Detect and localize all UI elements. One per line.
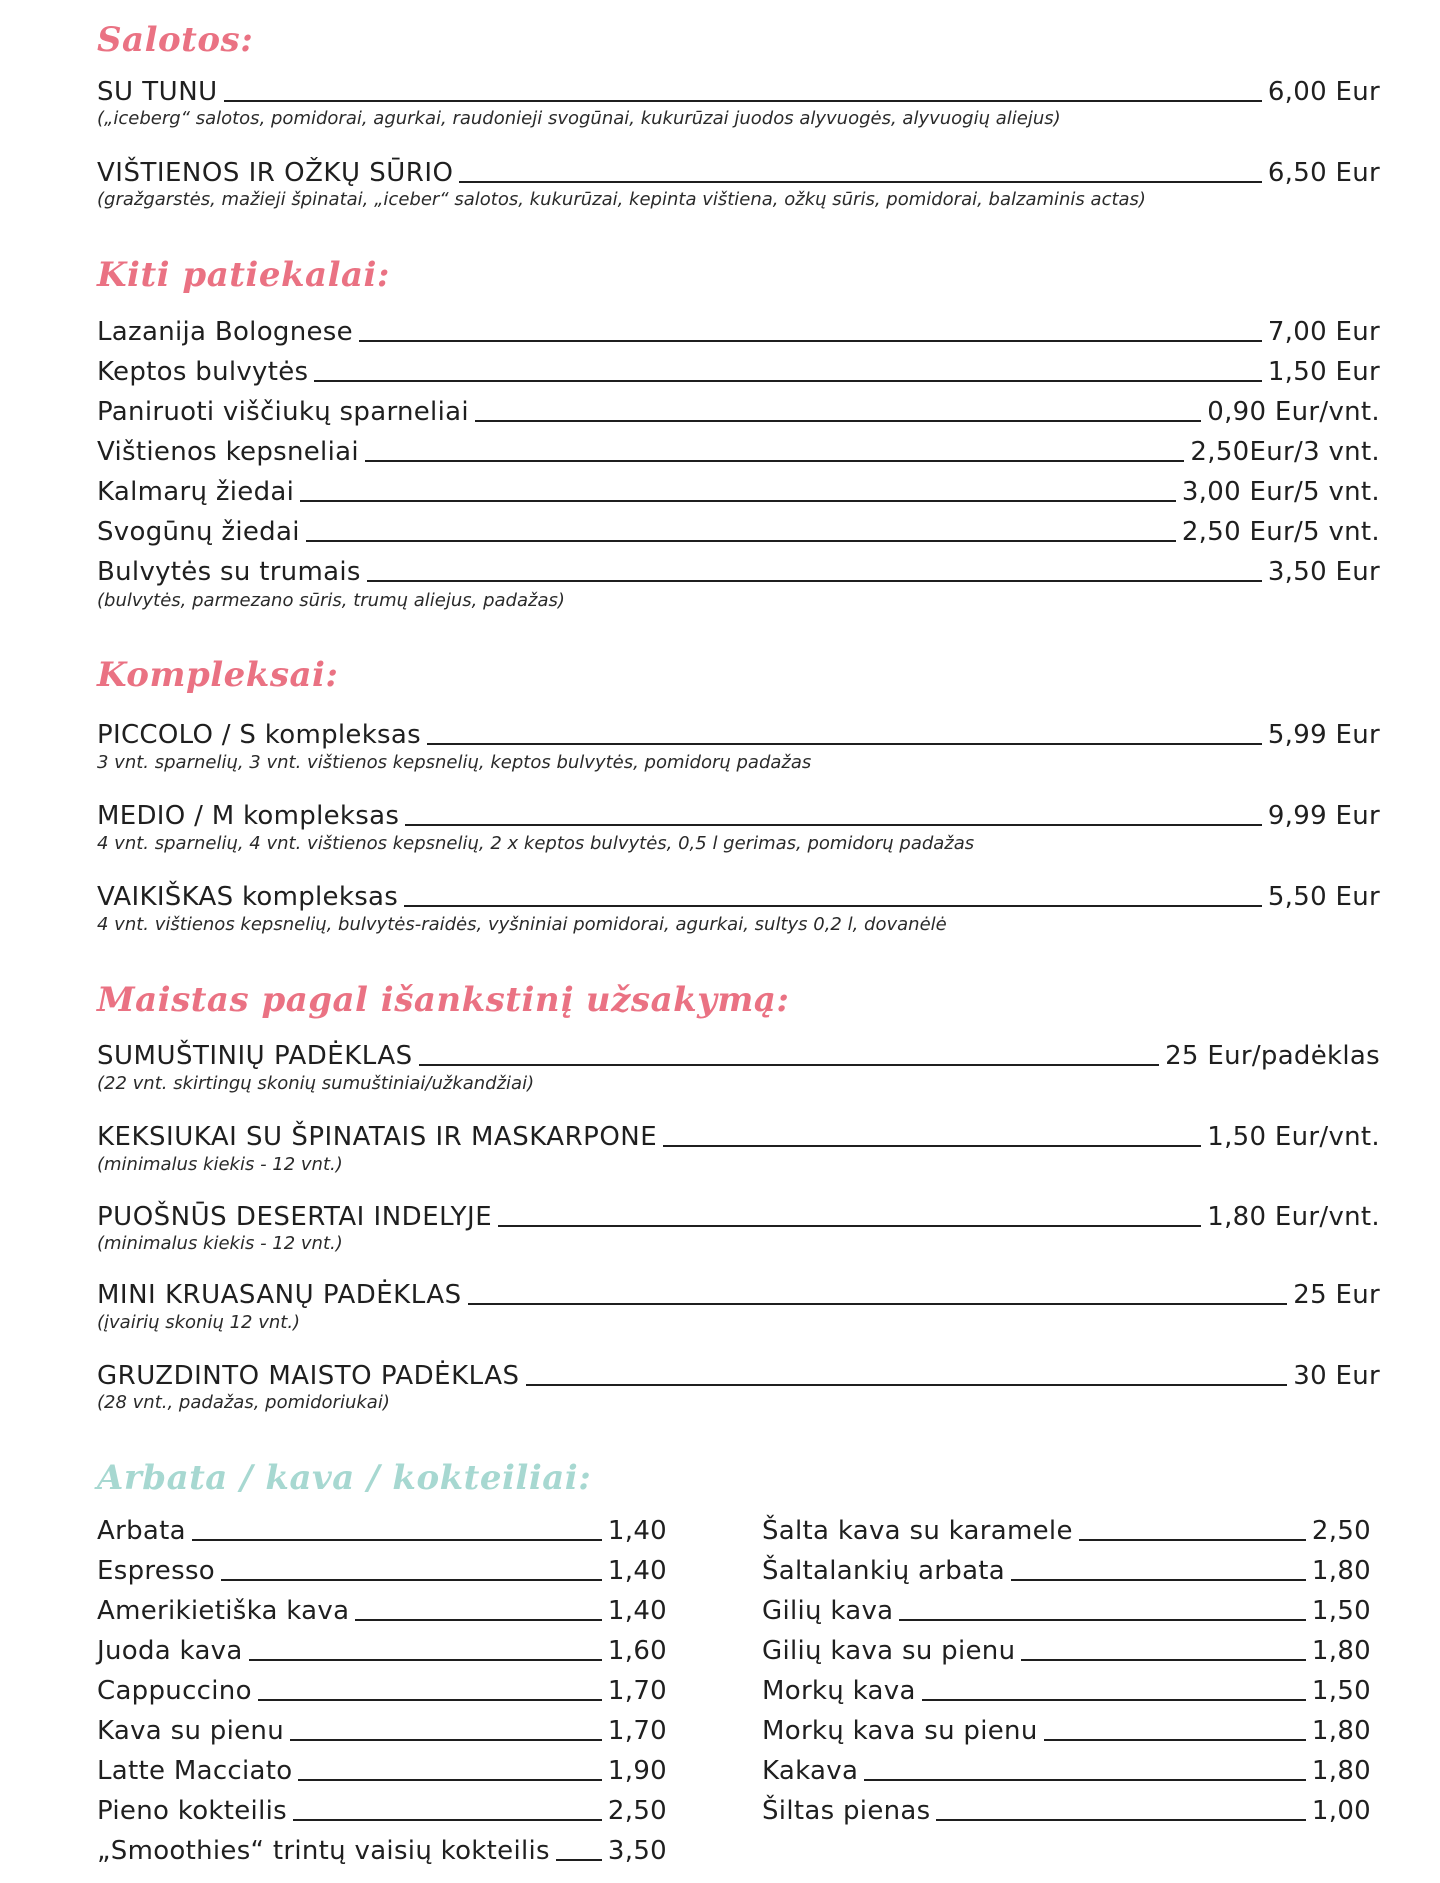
menu-item [97, 1360, 1380, 1392]
section-title-gerimai: Arbata / kava / kokteiliai: [97, 1458, 592, 1498]
dotted-leader [404, 905, 1262, 907]
item-price: 3,50 Eur [1267, 557, 1380, 587]
item-name: Šaltalankių arbata [762, 1556, 1006, 1586]
item-name: Vištienos kepsneliai [97, 437, 359, 467]
dotted-leader [459, 181, 1261, 183]
item-price: 1,00 [1311, 1796, 1371, 1826]
item-price: 6,00 Eur [1267, 77, 1380, 107]
menu-item [97, 1040, 1380, 1072]
item-price: 1,70 [607, 1716, 667, 1746]
item-price: 1,80 [1311, 1636, 1371, 1666]
item-name: Keptos bulvytės [97, 357, 309, 387]
item-description: (gražgarstės, mažieji špinatai, „iceber“ salotos, kukurūzai, kepinta vištiena, ožkų sūris, pomidorai, balzaminis actas) [97, 189, 1146, 210]
item-price: 3,00 Eur/5 vnt. [1181, 477, 1380, 507]
item-name: SU TUNU [97, 77, 218, 107]
item-price: 2,50 [1311, 1516, 1371, 1546]
dotted-leader [192, 1539, 602, 1541]
section-title-salotos: Salotos: [97, 20, 254, 60]
menu-item [97, 157, 1380, 189]
dotted-leader [258, 1699, 602, 1701]
item-name: VIŠTIENOS IR OŽKŲ SŪRIO [97, 158, 454, 188]
item-name: PUOŠNŪS DESERTAI INDELYJE [97, 1202, 493, 1232]
item-name: Lazanija Bolognese [97, 317, 353, 347]
drink-item [97, 1835, 667, 1867]
item-name: Gilių kava [762, 1596, 894, 1626]
dotted-leader [427, 743, 1262, 745]
item-description: (bulvytės, parmezano sūris, trumų aliejus, padažas) [97, 590, 565, 611]
dotted-leader [1021, 1659, 1306, 1661]
menu-item [97, 556, 1380, 588]
item-name: PICCOLO / S kompleksas [97, 720, 421, 750]
dotted-leader [300, 500, 1176, 502]
item-name: Gilių kava su pienu [762, 1636, 1016, 1666]
dotted-leader [359, 340, 1262, 342]
item-price: 3,50 [607, 1836, 667, 1866]
item-name: MEDIO / M kompleksas [97, 801, 400, 831]
drink-item [762, 1555, 1371, 1587]
menu-item [97, 356, 1380, 388]
drink-item [762, 1715, 1371, 1747]
dotted-leader [306, 540, 1176, 542]
drink-item [97, 1755, 667, 1787]
dotted-leader [293, 1819, 602, 1821]
item-price: 1,90 [607, 1756, 667, 1786]
dotted-leader [475, 420, 1201, 422]
dotted-leader [365, 460, 1185, 462]
item-price: 2,50 [607, 1796, 667, 1826]
drink-item [97, 1795, 667, 1827]
item-name: SUMUŠTINIŲ PADĖKLAS [97, 1041, 413, 1071]
item-description: (minimalus kiekis - 12 vnt.) [97, 1233, 343, 1254]
item-price: 1,40 [607, 1516, 667, 1546]
item-name: Šiltas pienas [762, 1796, 931, 1826]
menu-item [97, 1279, 1380, 1311]
item-price: 7,00 Eur [1267, 317, 1380, 347]
dotted-leader [314, 380, 1261, 382]
drink-item [762, 1755, 1371, 1787]
dotted-leader [249, 1659, 602, 1661]
item-price: 2,50Eur/3 vnt. [1190, 437, 1380, 467]
item-description: 3 vnt. sparnelių, 3 vnt. vištienos kepsnelių, keptos bulvytės, pomidorų padažas [97, 752, 812, 773]
item-price: 30 Eur [1293, 1361, 1380, 1391]
item-name: Svogūnų žiedai [97, 517, 300, 547]
item-name: Kakava [762, 1756, 859, 1786]
dotted-leader [556, 1859, 602, 1861]
item-price: 25 Eur [1293, 1280, 1380, 1310]
item-name: Latte Macciato [97, 1756, 293, 1786]
drink-item [762, 1635, 1371, 1667]
menu-item [97, 76, 1380, 108]
item-name: Arbata [97, 1516, 186, 1546]
dotted-leader [298, 1779, 601, 1781]
dotted-leader [221, 1579, 602, 1581]
item-price: 0,90 Eur/vnt. [1207, 397, 1380, 427]
item-name: Kava su pienu [97, 1716, 284, 1746]
menu-item [97, 516, 1380, 548]
dotted-leader [1044, 1739, 1306, 1741]
dotted-leader [663, 1145, 1201, 1147]
item-price: 1,50 Eur [1267, 357, 1380, 387]
item-price: 6,50 Eur [1267, 158, 1380, 188]
dotted-leader [290, 1739, 602, 1741]
drink-item [97, 1515, 667, 1547]
dotted-leader [367, 580, 1262, 582]
drink-item [762, 1595, 1371, 1627]
item-name: KEKSIUKAI SU ŠPINATAIS IR MASKARPONE [97, 1122, 658, 1152]
item-price: 1,40 [607, 1596, 667, 1626]
section-title-maistas: Maistas pagal išankstinį užsakymą: [97, 980, 790, 1020]
item-name: Espresso [97, 1556, 215, 1586]
item-price: 1,40 [607, 1556, 667, 1586]
drink-item [97, 1555, 667, 1587]
menu-item [97, 800, 1380, 832]
item-price: 1,80 [1311, 1556, 1371, 1586]
item-price: 1,80 [1311, 1716, 1371, 1746]
dotted-leader [936, 1819, 1305, 1821]
item-description: (įvairių skonių 12 vnt.) [97, 1312, 301, 1333]
item-name: VAIKIŠKAS kompleksas [97, 882, 399, 912]
dotted-leader [468, 1303, 1288, 1305]
menu-item [97, 436, 1380, 468]
item-price: 1,60 [607, 1636, 667, 1666]
item-name: Juoda kava [97, 1636, 243, 1666]
item-price: 1,50 [1311, 1676, 1371, 1706]
item-name: Šalta kava su karamele [762, 1516, 1073, 1546]
item-price: 1,70 [607, 1676, 667, 1706]
menu-item [97, 1121, 1380, 1153]
item-description: 4 vnt. sparnelių, 4 vnt. vištienos kepsnelių, 2 x keptos bulvytės, 0,5 l gerimas, pomidorų padažas [97, 833, 975, 854]
dotted-leader [355, 1619, 602, 1621]
item-description: (28 vnt., padažas, pomidoriukai) [97, 1392, 390, 1413]
section-title-kompleksai: Kompleksai: [97, 655, 339, 695]
dotted-leader [1079, 1539, 1306, 1541]
item-name: Kalmarų žiedai [97, 477, 295, 507]
item-price: 2,50 Eur/5 vnt. [1181, 517, 1380, 547]
item-description: („iceberg“ salotos, pomidorai, agurkai, raudonieji svogūnai, kukurūzai juodos alyvuogės, alyvuogių aliejus) [97, 108, 1061, 129]
item-price: 5,99 Eur [1267, 720, 1380, 750]
drink-item [97, 1595, 667, 1627]
drink-item [97, 1675, 667, 1707]
menu-item [97, 881, 1380, 913]
section-title-kiti: Kiti patiekalai: [97, 255, 390, 295]
drink-item [762, 1795, 1371, 1827]
item-name: Amerikietiška kava [97, 1596, 350, 1626]
item-name: GRUZDINTO MAISTO PADĖKLAS [97, 1361, 520, 1391]
item-name: Paniruoti viščiukų sparneliai [97, 397, 469, 427]
menu-item [97, 396, 1380, 428]
drink-item [762, 1515, 1371, 1547]
dotted-leader [498, 1225, 1201, 1227]
item-description: 4 vnt. vištienos kepsnelių, bulvytės-raidės, vyšniniai pomidorai, agurkai, sultys 0,2 l, dovanėlė [97, 914, 947, 935]
item-name: „Smoothies“ trintų vaisių kokteilis [97, 1836, 550, 1866]
item-price: 25 Eur/padėklas [1165, 1041, 1380, 1071]
item-name: Morkų kava [762, 1676, 916, 1706]
dotted-leader [224, 100, 1262, 102]
item-name: MINI KRUASANŲ PADĖKLAS [97, 1280, 462, 1310]
item-price: 1,80 Eur/vnt. [1207, 1202, 1380, 1232]
dotted-leader [419, 1064, 1159, 1066]
item-price: 9,99 Eur [1267, 801, 1380, 831]
drink-item [97, 1715, 667, 1747]
menu-item [97, 719, 1380, 751]
item-price: 1,50 [1311, 1596, 1371, 1626]
menu-item [97, 316, 1380, 348]
item-description: (22 vnt. skirtingų skonių sumuštiniai/užkandžiai) [97, 1073, 535, 1094]
drink-item [97, 1635, 667, 1667]
item-price: 1,50 Eur/vnt. [1207, 1122, 1380, 1152]
drink-item [762, 1675, 1371, 1707]
item-price: 1,80 [1311, 1756, 1371, 1786]
item-price: 5,50 Eur [1267, 882, 1380, 912]
item-name: Morkų kava su pienu [762, 1716, 1038, 1746]
menu-item [97, 1201, 1380, 1233]
dotted-leader [526, 1384, 1288, 1386]
item-name: Cappuccino [97, 1676, 252, 1706]
dotted-leader [405, 824, 1262, 826]
item-description: (minimalus kiekis - 12 vnt.) [97, 1154, 343, 1175]
item-name: Pieno kokteilis [97, 1796, 287, 1826]
dotted-leader [1011, 1579, 1306, 1581]
menu-item [97, 476, 1380, 508]
item-name: Bulvytės su trumais [97, 557, 361, 587]
dotted-leader [864, 1779, 1306, 1781]
dotted-leader [899, 1619, 1305, 1621]
dotted-leader [922, 1699, 1306, 1701]
